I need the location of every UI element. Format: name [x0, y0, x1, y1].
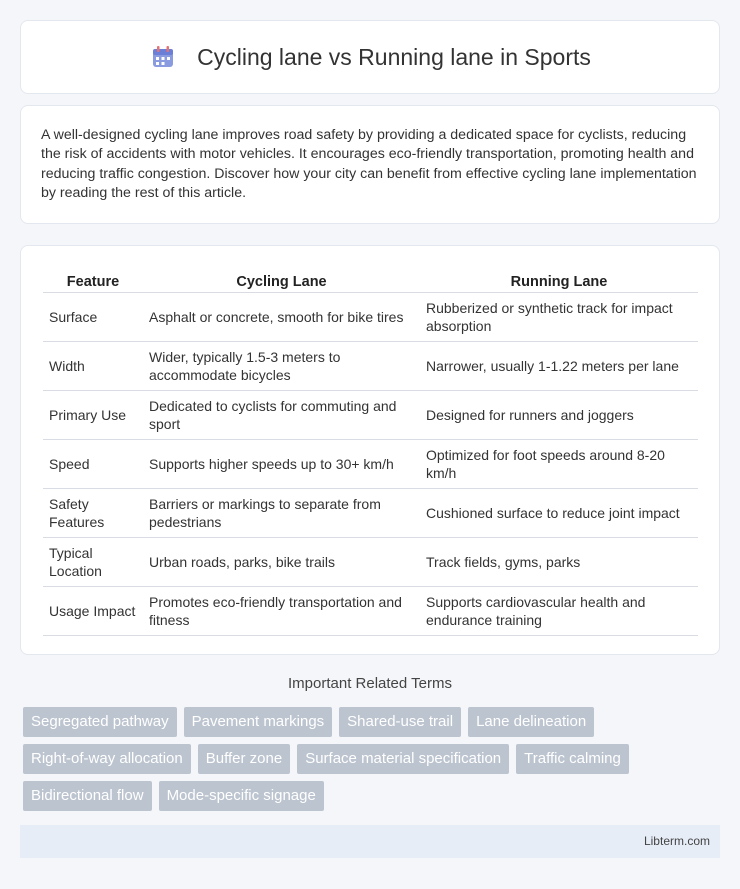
term-tag[interactable]: Buffer zone: [198, 744, 290, 774]
cycling-cell: Asphalt or concrete, smooth for bike tires: [143, 293, 420, 342]
table-row: [43, 489, 698, 538]
cycling-cell: Urban roads, parks, bike trails: [143, 538, 420, 587]
header-running-lane: Running Lane: [420, 266, 698, 293]
intro-card: [20, 105, 720, 224]
running-cell: Rubberized or synthetic track for impact absorption: [420, 293, 698, 342]
term-tag[interactable]: Pavement markings: [184, 707, 333, 737]
running-cell: Designed for runners and joggers: [420, 391, 698, 440]
feature-cell: Surface: [43, 293, 143, 342]
running-cell: Narrower, usually 1-1.22 meters per lane: [420, 342, 698, 391]
running-cell: Supports cardiovascular health and endurance training: [420, 587, 698, 636]
related-terms-title: Important Related Terms: [288, 675, 452, 692]
term-tag[interactable]: Shared-use trail: [339, 707, 461, 737]
term-tag[interactable]: Traffic calming: [516, 744, 629, 774]
header-feature: Feature: [43, 266, 143, 293]
term-tag[interactable]: Bidirectional flow: [23, 781, 152, 811]
term-tag[interactable]: Surface material specification: [297, 744, 509, 774]
feature-cell: Width: [43, 342, 143, 391]
cycling-cell: Wider, typically 1.5-3 meters to accommodate bicycles: [143, 342, 420, 391]
feature-cell: Speed: [43, 440, 143, 489]
table-row: [43, 391, 698, 440]
table-row: [43, 587, 698, 636]
intro-text: A well-designed cycling lane improves road safety by providing a dedicated space for cyclists, reducing the risk of accidents with motor vehicles. It encourages eco-friendly transportation, promoting health and reducing traffic congestion. Discover how your city can benefit from effective cycling lane implementation by reading the rest of this article.: [41, 127, 697, 202]
table-header-row: [43, 266, 698, 293]
running-cell: Optimized for foot speeds around 8-20 km/h: [420, 440, 698, 489]
table-row: [43, 293, 698, 342]
table-row: [43, 342, 698, 391]
table-row: [43, 538, 698, 587]
table-row: [43, 440, 698, 489]
page-title: Cycling lane vs Running lane in Sports: [197, 43, 591, 70]
feature-cell: Safety Features: [43, 489, 143, 538]
related-terms-list: [23, 707, 723, 818]
cycling-cell: Promotes eco-friendly transportation and fitness: [143, 587, 420, 636]
title-card: [20, 20, 720, 94]
footer: [20, 825, 720, 858]
footer-site-link[interactable]: Libterm.com: [643, 834, 710, 848]
calendar-icon: [149, 43, 177, 71]
cycling-cell: Dedicated to cyclists for commuting and sport: [143, 391, 420, 440]
feature-cell: Usage Impact: [43, 587, 143, 636]
header-cycling-lane: Cycling Lane: [143, 266, 420, 293]
cycling-cell: Barriers or markings to separate from pedestrians: [143, 489, 420, 538]
term-tag[interactable]: Right-of-way allocation: [23, 744, 191, 774]
comparison-table: [43, 266, 698, 636]
term-tag[interactable]: Mode-specific signage: [159, 781, 324, 811]
feature-cell: Typical Location: [43, 538, 143, 587]
cycling-cell: Supports higher speeds up to 30+ km/h: [143, 440, 420, 489]
term-tag[interactable]: Segregated pathway: [23, 707, 177, 737]
feature-cell: Primary Use: [43, 391, 143, 440]
comparison-card: [20, 245, 720, 655]
running-cell: Track fields, gyms, parks: [420, 538, 698, 587]
running-cell: Cushioned surface to reduce joint impact: [420, 489, 698, 538]
term-tag[interactable]: Lane delineation: [468, 707, 594, 737]
